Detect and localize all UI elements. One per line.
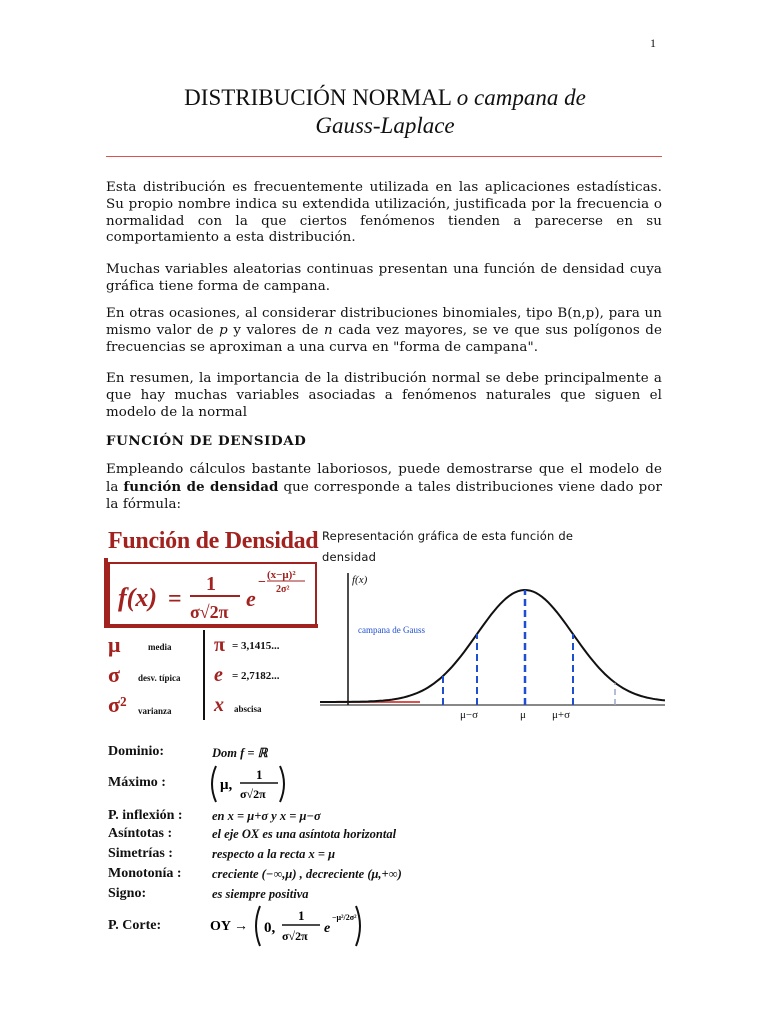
prop-value-maximo <box>208 762 288 806</box>
curve-label: campana de Gauss <box>358 625 425 635</box>
prop-name-asintotas: Asíntotas : <box>108 826 173 841</box>
svg-text:f(x): f(x) <box>118 583 157 612</box>
e-symbol: e <box>214 664 223 686</box>
paragraph-intro: Esta distribución es frecuentemente utilizada en las aplicaciones estadísticas. Su propio nombre indica su extendida utilización, justificada por la frecuencia o normalidad con la que ciertos fenómenos tienden a parecerse en su comportamiento a esta distribución. <box>106 180 662 246</box>
prop-value-simetrias: respecto a la recta x = μ <box>212 847 336 861</box>
symbol-n: n <box>324 322 333 338</box>
x-label: abscisa <box>234 704 262 714</box>
prop-name-monotonia: Monotonía : <box>108 866 182 881</box>
sigma-label: desv. típica <box>138 673 181 683</box>
prop-value-signo: es siempre positiva <box>212 887 309 901</box>
tick-mu-minus-sigma: μ−σ <box>460 709 479 721</box>
paragraph-binomial <box>106 306 662 356</box>
figure-caption: Representación gráfica de esta función de densidad <box>322 529 574 564</box>
title-italic-2: Gauss-Laplace <box>315 113 455 138</box>
density-text-bold: función de densidad <box>123 478 279 495</box>
formula-box <box>108 562 317 626</box>
pi-symbol: π <box>214 634 225 656</box>
tick-mu: μ <box>520 709 526 721</box>
svg-text:σ√2π: σ√2π <box>240 787 266 801</box>
binomial-text-2: y valores de <box>233 322 319 338</box>
panel-divider <box>203 630 205 720</box>
prop-name-corte: P. Corte: <box>108 918 162 933</box>
density-text-after: que corresponde a tales distribuciones viene dado por la fórmula: <box>106 479 662 512</box>
sigma-symbol: σ <box>108 662 120 687</box>
e-value: = 2,7182... <box>232 670 280 682</box>
svg-text:σ√2π: σ√2π <box>282 929 308 943</box>
x-symbol: x <box>214 694 224 716</box>
binomial-text-1: En otras ocasiones, al considerar distribuciones binomiales, tipo B(n,p), para un mismo valor de <box>106 306 662 338</box>
prop-name-maximo: Máximo : <box>108 775 166 790</box>
prop-value-inflexion: en x = μ+σ y x = μ−σ <box>212 809 321 823</box>
page-number: 1 <box>650 36 656 50</box>
prop-value-corte <box>208 902 368 950</box>
y-axis-label: f(x) <box>352 574 368 586</box>
svg-text:1: 1 <box>256 767 263 782</box>
mu-symbol: μ <box>108 632 121 657</box>
variance-label: varianza <box>138 706 172 716</box>
tick-mu-plus-sigma: μ+σ <box>552 709 571 721</box>
svg-text:−: − <box>258 575 266 590</box>
svg-text:1: 1 <box>206 573 216 595</box>
gauss-curve <box>320 590 665 702</box>
title-main: DISTRIBUCIÓN NORMAL <box>184 85 452 110</box>
gauss-graph <box>320 565 665 725</box>
prop-value-monotonia: creciente (−∞,μ) , decreciente (μ,+∞) <box>212 867 402 881</box>
page-title <box>105 84 665 140</box>
svg-text:1: 1 <box>298 908 305 923</box>
binomial-text-3: cada vez mayores, se ve que sus polígonos de frecuencias se aproximan a una curva en "forma de campana". <box>106 322 662 355</box>
svg-text:e: e <box>246 586 256 611</box>
svg-text:e: e <box>324 921 331 936</box>
svg-text:=: = <box>168 586 182 612</box>
paragraph-variables: Muchas variables aleatorias continuas presentan una función de densidad cuya gráfica tiene forma de campana. <box>106 262 662 294</box>
formula-panel-title: Función de Densidad <box>108 528 319 554</box>
variance-symbol: σ² <box>108 692 127 717</box>
svg-text:σ√2π: σ√2π <box>190 602 229 622</box>
prop-value-dominio: Dom f = ℝ <box>212 746 268 760</box>
symbol-p: p <box>219 322 228 338</box>
svg-text:0,: 0, <box>264 920 276 936</box>
pi-value: = 3,1415... <box>232 640 280 652</box>
section-heading: FUNCIÓN DE DENSIDAD <box>106 433 307 449</box>
prop-name-signo: Signo: <box>108 886 147 901</box>
svg-text:(x−μ)²: (x−μ)² <box>267 569 296 581</box>
mu-label: media <box>148 642 172 652</box>
svg-text:2σ²: 2σ² <box>276 584 290 595</box>
paragraph-summary: En resumen, la importancia de la distribución normal se debe principalmente a que hay muchas variables asociadas a fenómenos naturales que siguen el modelo de la normal <box>106 371 662 420</box>
density-text-before: Empleando cálculos bastante laboriosos, puede demostrarse que el modelo de la <box>106 462 662 495</box>
svg-text:−μ²/2σ²: −μ²/2σ² <box>332 913 357 922</box>
density-formula <box>110 564 315 624</box>
prop-name-simetrias: Simetrías : <box>108 846 173 861</box>
prop-value-asintotas: el eje OX es una asíntota horizontal <box>212 827 397 841</box>
paragraph-density <box>106 462 662 513</box>
prop-name-inflexion: P. inflexión : <box>108 808 183 823</box>
title-divider <box>106 156 662 157</box>
prop-name-dominio: Dominio: <box>108 744 164 759</box>
svg-text:μ,: μ, <box>220 777 233 793</box>
svg-text:OY →: OY → <box>210 919 248 934</box>
title-italic-1: o campana de <box>456 85 586 110</box>
